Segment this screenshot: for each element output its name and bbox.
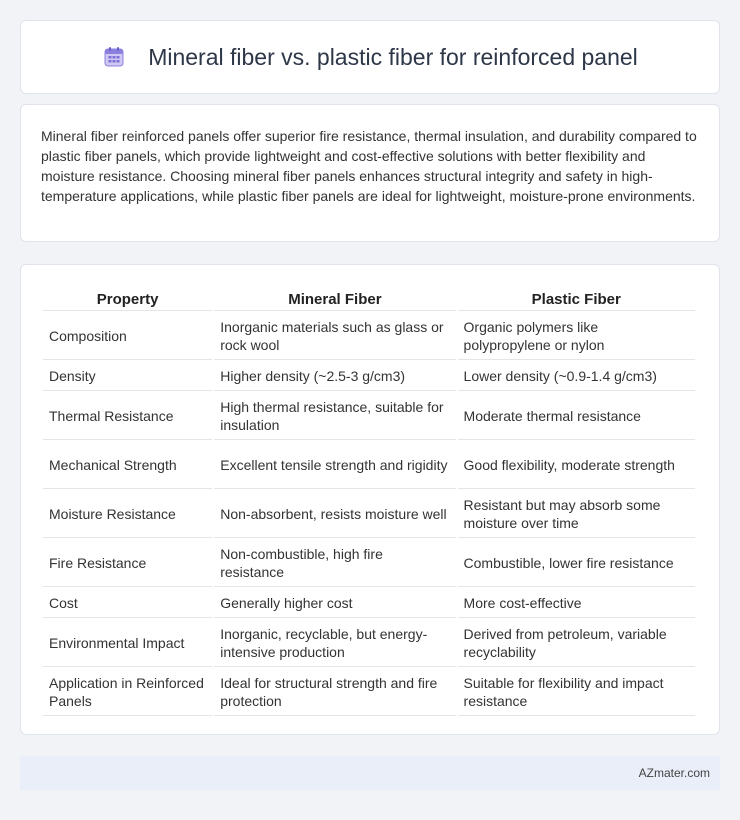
plastic-cell: Suitable for flexibility and impact resistance [458,669,695,716]
table-row [43,313,695,360]
mineral-cell: Non-combustible, high fire resistance [214,540,455,587]
plastic-cell: Organic polymers like polypropylene or nylon [458,313,695,360]
mineral-cell: Generally higher cost [214,589,455,618]
table-row [43,442,695,489]
mineral-cell: Inorganic, recyclable, but energy-intensive production [214,620,455,667]
property-cell: Application in Reinforced Panels [43,669,212,716]
plastic-cell: Combustible, lower fire resistance [458,540,695,587]
property-cell: Cost [43,589,212,618]
property-cell: Density [43,362,212,391]
mineral-cell: Excellent tensile strength and rigidity [214,442,455,489]
mineral-cell: Higher density (~2.5-3 g/cm3) [214,362,455,391]
table-row [43,589,695,618]
mineral-cell: Inorganic materials such as glass or rock wool [214,313,455,360]
intro-card [20,104,720,242]
footer-brand[interactable]: AZmater.com [638,766,710,780]
footer-bar [20,756,720,790]
table-row [43,669,695,716]
page-title: Mineral fiber vs. plastic fiber for reinforced panel [148,43,638,70]
plastic-cell: Derived from petroleum, variable recyclability [458,620,695,667]
intro-paragraph: Mineral fiber reinforced panels offer superior fire resistance, thermal insulation, and durability compared to plastic fiber panels, which provide lightweight and cost-effective solutions with better flexibility and moisture resistance. Choosing mineral fiber panels enhances structural integrity and safety in high-temperature applications, while plastic fiber panels are ideal for lightweight, moisture-prone environments. [41,128,697,204]
calendar-icon [102,45,126,69]
table-row [43,540,695,587]
plastic-cell: More cost-effective [458,589,695,618]
table-row [43,362,695,391]
plastic-cell: Resistant but may absorb some moisture over time [458,491,695,538]
mineral-cell: High thermal resistance, suitable for insulation [214,393,455,440]
header-property: Property [43,287,212,311]
mineral-cell: Ideal for structural strength and fire protection [214,669,455,716]
plastic-cell: Moderate thermal resistance [458,393,695,440]
header-mineral-fiber: Mineral Fiber [214,287,455,311]
property-cell: Fire Resistance [43,540,212,587]
plastic-cell: Good flexibility, moderate strength [458,442,695,489]
header-plastic-fiber: Plastic Fiber [458,287,695,311]
table-header-row [43,287,695,311]
property-cell: Mechanical Strength [43,442,212,489]
comparison-table [41,285,697,718]
mineral-cell: Non-absorbent, resists moisture well [214,491,455,538]
title-card [20,20,720,94]
table-row [43,491,695,538]
table-row [43,393,695,440]
property-cell: Environmental Impact [43,620,212,667]
property-cell: Thermal Resistance [43,393,212,440]
table-row [43,620,695,667]
property-cell: Composition [43,313,212,360]
comparison-card [20,264,720,735]
plastic-cell: Lower density (~0.9-1.4 g/cm3) [458,362,695,391]
property-cell: Moisture Resistance [43,491,212,538]
